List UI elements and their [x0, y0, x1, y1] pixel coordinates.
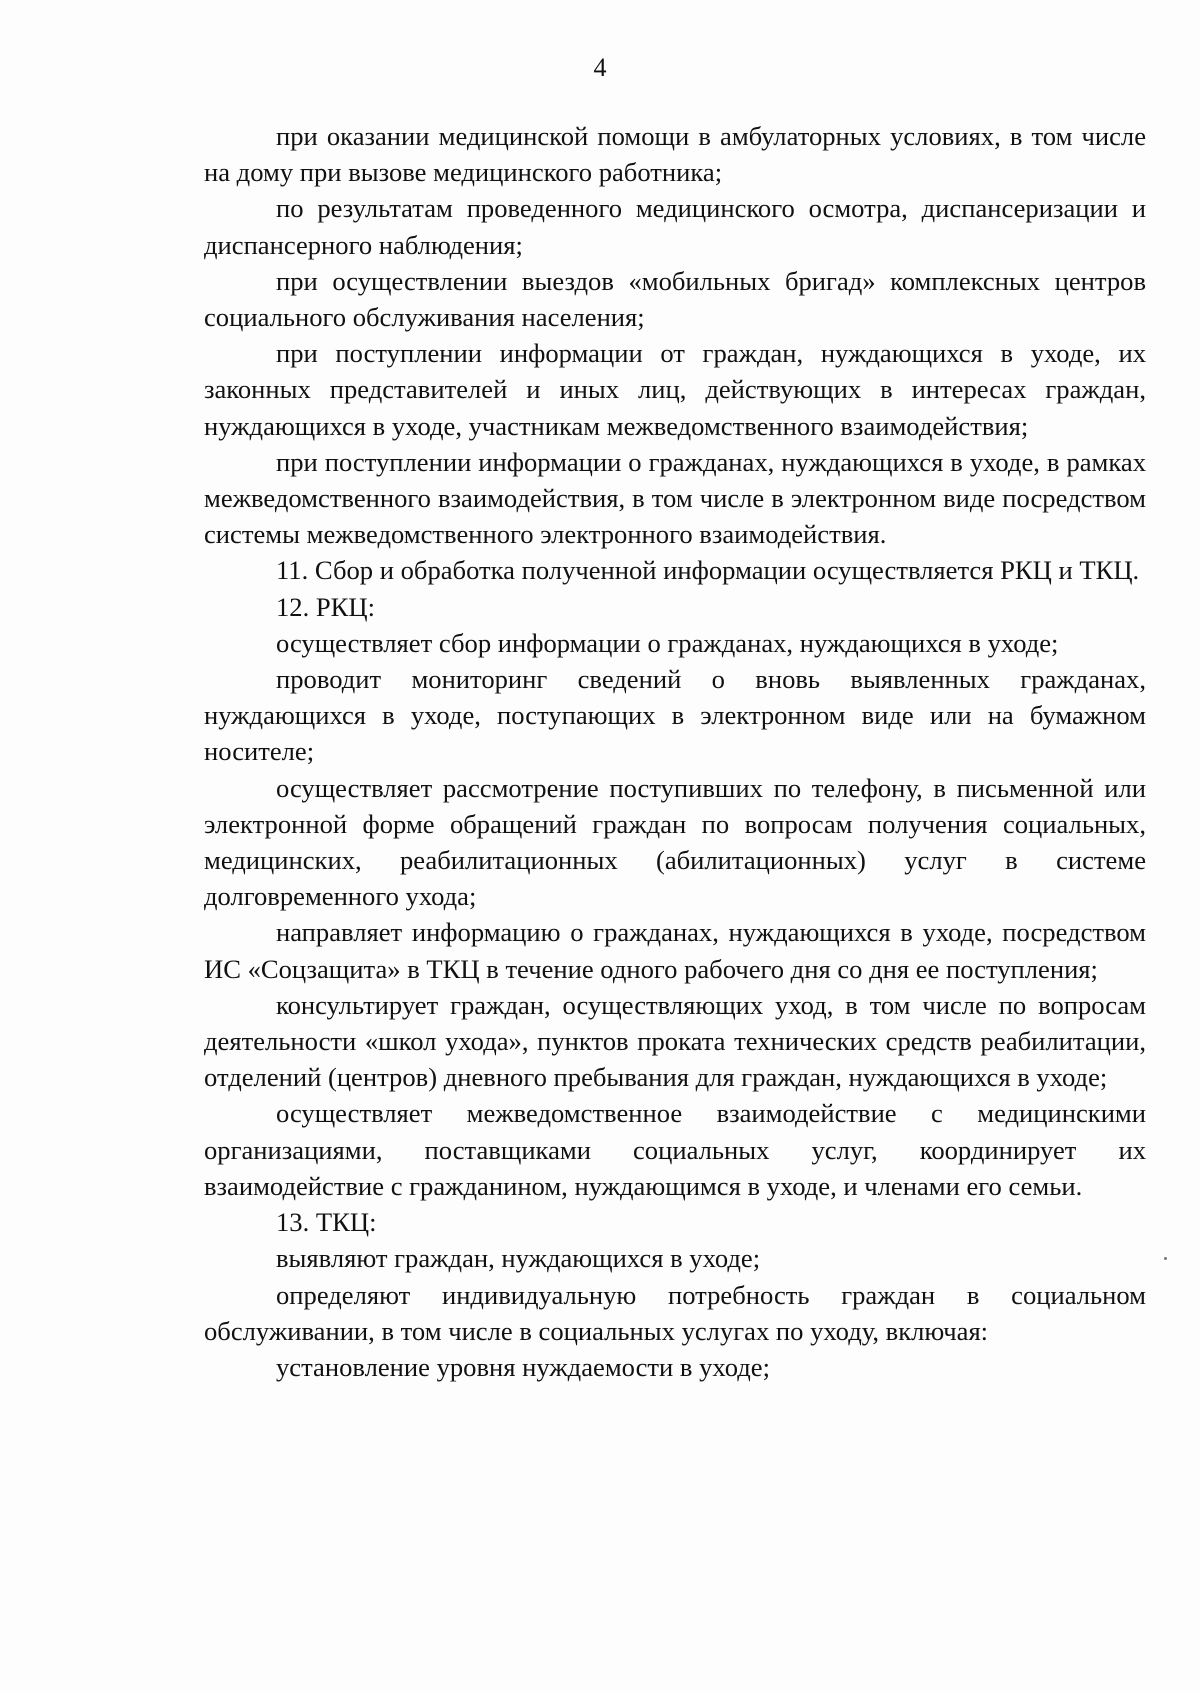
document-body	[204, 118, 1146, 1385]
section-heading: 12. РКЦ:	[276, 591, 376, 622]
paragraph: при поступлении информации от граждан, нуждающихся в уходе, их законных представителей и иных лиц, действующих в интересах граждан, нуждающихся в уходе, участникам межведомственного взаимодействия;	[204, 338, 1146, 441]
paragraph: направляет информацию о гражданах, нуждающихся в уходе, посредством ИС «Соцзащита» в ТКЦ в течение одного рабочего дня со дня ее поступления;	[204, 917, 1146, 984]
paragraph: выявляют граждан, нуждающихся в уходе;	[276, 1243, 761, 1274]
paragraph: установление уровня нуждаемости в уходе;	[276, 1351, 770, 1382]
paragraph: при поступлении информации о гражданах, нуждающихся в уходе, в рамках межведомственного взаимодействия, в том числе в электронном виде посредством системы межведомственного электронного взаимодействия.	[204, 446, 1146, 550]
paragraph: осуществляет рассмотрение поступивших по телефону, в письменной или электронной форме обращений граждан по вопросам получения социальных, медицинских, реабилитационных (абилитационных) услуг в системе долговременного ухода;	[204, 772, 1146, 912]
paragraph: определяют индивидуальную потребность граждан в социальном обслуживании, в том числе в социальных услугах по уходу, включая:	[204, 1279, 1146, 1346]
paragraph: 11. Сбор и обработка полученной информации осуществляется РКЦ и ТКЦ.	[276, 555, 1140, 586]
page-number: 4	[593, 53, 607, 82]
paragraph: при осуществлении выездов «мобильных бригад» комплексных центров социального обслуживания населения;	[204, 265, 1146, 333]
scan-speck	[1164, 1257, 1167, 1260]
paragraph: при оказании медицинской помощи в амбулаторных условиях, в том числе на дому при вызове медицинского работника;	[204, 121, 1146, 188]
paragraph: по результатам проведенного медицинского осмотра, диспансеризации и диспансерного наблюдения;	[204, 193, 1146, 260]
paragraph: консультирует граждан, осуществляющих уход, в том числе по вопросам деятельности «школ ухода», пунктов проката технических средств реабилитации, отделений (центров) дневного пребывания для граждан, нуждающихся в уходе;	[204, 989, 1146, 1093]
paragraph: осуществляет межведомственное взаимодействие с медицинскими организациями, поставщиками социальных услуг, координирует их взаимодействие с гражданином, нуждающимся в уходе, и членами его семьи.	[204, 1098, 1146, 1201]
paragraph: проводит мониторинг сведений о вновь выявленных гражданах, нуждающихся в уходе, поступающих в электронном виде или на бумажном носителе;	[204, 664, 1146, 767]
section-heading: 13. ТКЦ:	[276, 1207, 377, 1238]
paragraph: осуществляет сбор информации о гражданах, нуждающихся в уходе;	[276, 627, 1059, 658]
